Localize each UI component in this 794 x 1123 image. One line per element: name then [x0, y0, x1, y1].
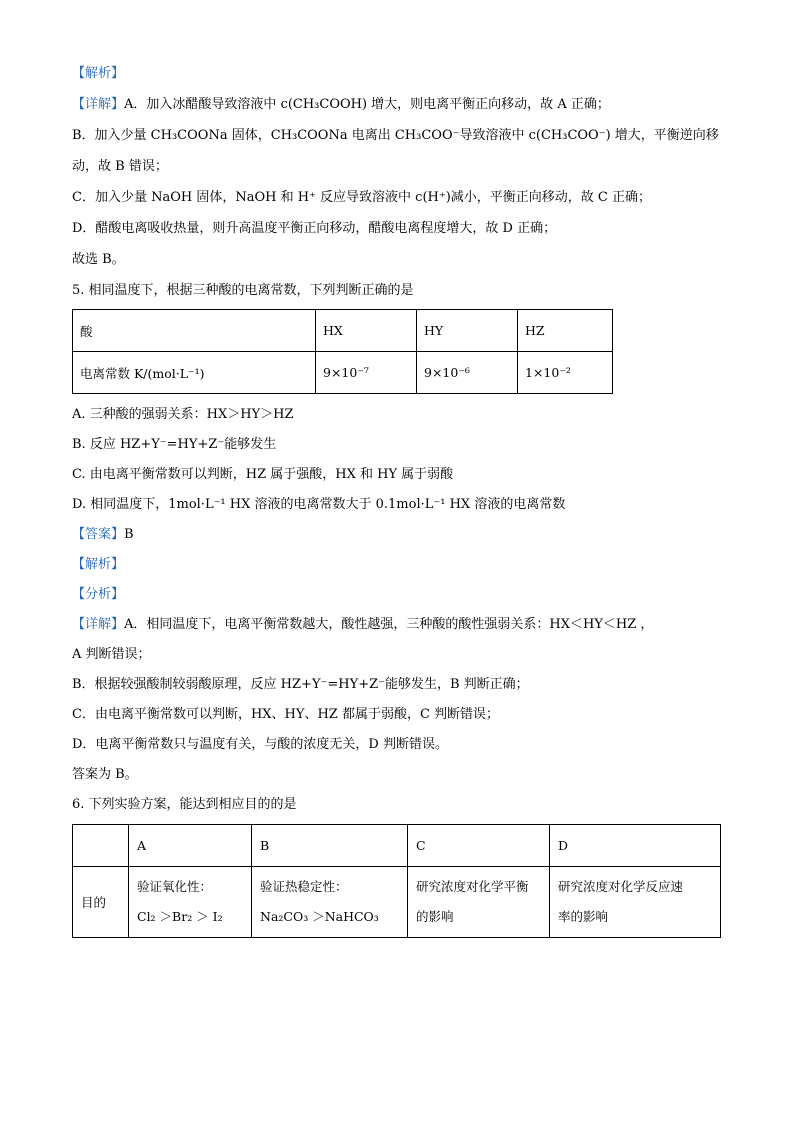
- q5-fenxi-heading: 【分析】: [72, 587, 125, 602]
- q5-detail-line-a: 【详解】A．相同温度下，电离平衡常数越大，酸性越强，三种酸的酸性强弱关系：HX＜HY＜HZ ，: [72, 617, 654, 632]
- q5-option-c: C. 由电离平衡常数可以判断，HZ 属于强酸，HX 和 HY 属于弱酸: [72, 467, 454, 482]
- q4-detail-line-c: C．加入少量 NaOH 固体，NaOH 和 H⁺ 反应导致溶液中 c(H⁺)减小，平衡正向移动，故 C 正确；: [72, 190, 652, 205]
- q4-xiangjie-label: 【详解】: [72, 97, 125, 112]
- q5-answer: [72, 520, 722, 550]
- q4-detail-line-b-cont: 动，故 B 错误；: [72, 159, 168, 174]
- q5-row-cell: 1×10⁻²: [518, 352, 613, 394]
- q5-conclusion: 答案为 B。: [72, 767, 138, 782]
- q5-detail-line-c: C．由电离平衡常数可以判断，HX、HY、HZ 都属于弱酸，C 判断错误；: [72, 707, 500, 722]
- q6-header-cell: B: [252, 825, 408, 867]
- q5-answer-value: B: [124, 527, 134, 542]
- q6-stem: 6. 下列实验方案，能达到相应目的的是: [72, 797, 297, 812]
- q4-detail-line-b: B．加入少量 CH₃COONa 固体，CH₃COONa 电离出 CH₃COO⁻导致溶液中 c(CH₃COO⁻) 增大，平衡逆向移: [72, 128, 719, 143]
- q5-option-a: A. 三种酸的强弱关系：HX＞HY＞HZ: [72, 407, 294, 422]
- q5-row-cell: 电离常数 K/(mol·L⁻¹): [73, 352, 316, 394]
- document-page: [72, 58, 722, 938]
- q4-detail-line-a: 【详解】A．加入冰醋酸导致溶液中 c(CH₃COOH) 增大，则电离平衡正向移动，故 A 正确；: [72, 97, 610, 112]
- q5-header-cell: 酸: [73, 310, 316, 352]
- q5-table-row: [73, 352, 613, 394]
- q5-header-cell: HZ: [518, 310, 613, 352]
- q6-header-cell: D: [550, 825, 721, 867]
- q5-option-b: B. 反应 HZ+Y⁻=HY+Z⁻能够发生: [72, 437, 277, 452]
- q6-header-cell: [73, 825, 129, 867]
- q4-jiexi-heading: 【解析】: [72, 66, 125, 81]
- q5-header-cell: HY: [417, 310, 518, 352]
- q6-cell-d: 研究浓度对化学反应速 率的影响: [550, 867, 721, 938]
- q5-stem: 5. 相同温度下，根据三种酸的电离常数，下列判断正确的是: [72, 283, 414, 298]
- q6-cell-b: 验证热稳定性： Na₂CO₃ ＞NaHCO₃: [252, 867, 408, 938]
- q6-header-cell: C: [408, 825, 550, 867]
- q5-detail-line-a-cont: A 判断错误；: [72, 647, 151, 662]
- q5-table: [72, 309, 613, 394]
- q5-header-cell: HX: [316, 310, 417, 352]
- q6-table-row: [73, 867, 721, 938]
- q6-cell-c: 研究浓度对化学平衡 的影响: [408, 867, 550, 938]
- q6-table: [72, 824, 721, 938]
- q4-conclusion: 故选 B。: [72, 252, 125, 267]
- q6-cell-a: 验证氧化性： Cl₂ ＞Br₂ ＞ I₂: [129, 867, 252, 938]
- q5-row-cell: 9×10⁻⁷: [316, 352, 417, 394]
- q6-header-cell: A: [129, 825, 252, 867]
- q5-xiangjie-label: 【详解】: [72, 617, 125, 632]
- q6-table-header: [73, 825, 721, 867]
- q5-table-header: [73, 310, 613, 352]
- q5-answer-label: 【答案】: [72, 527, 125, 542]
- q4-detail-line-d: D．醋酸电离吸收热量，则升高温度平衡正向移动，醋酸电离程度增大，故 D 正确；: [72, 221, 557, 236]
- q5-detail-line-d: D．电离平衡常数只与温度有关，与酸的浓度无关，D 判断错误。: [72, 737, 448, 752]
- q5-row-cell: 9×10⁻⁶: [417, 352, 518, 394]
- q6-row-label: 目的: [73, 867, 129, 938]
- q5-detail-line-b: B．根据较强酸制较弱酸原理，反应 HZ+Y⁻=HY+Z⁻能够发生，B 判断正确；: [72, 677, 529, 692]
- q5-option-d: D. 相同温度下，1mol·L⁻¹ HX 溶液的电离常数大于 0.1mol·L⁻¹ HX 溶液的电离常数: [72, 497, 566, 512]
- q5-jiexi-heading: 【解析】: [72, 557, 125, 572]
